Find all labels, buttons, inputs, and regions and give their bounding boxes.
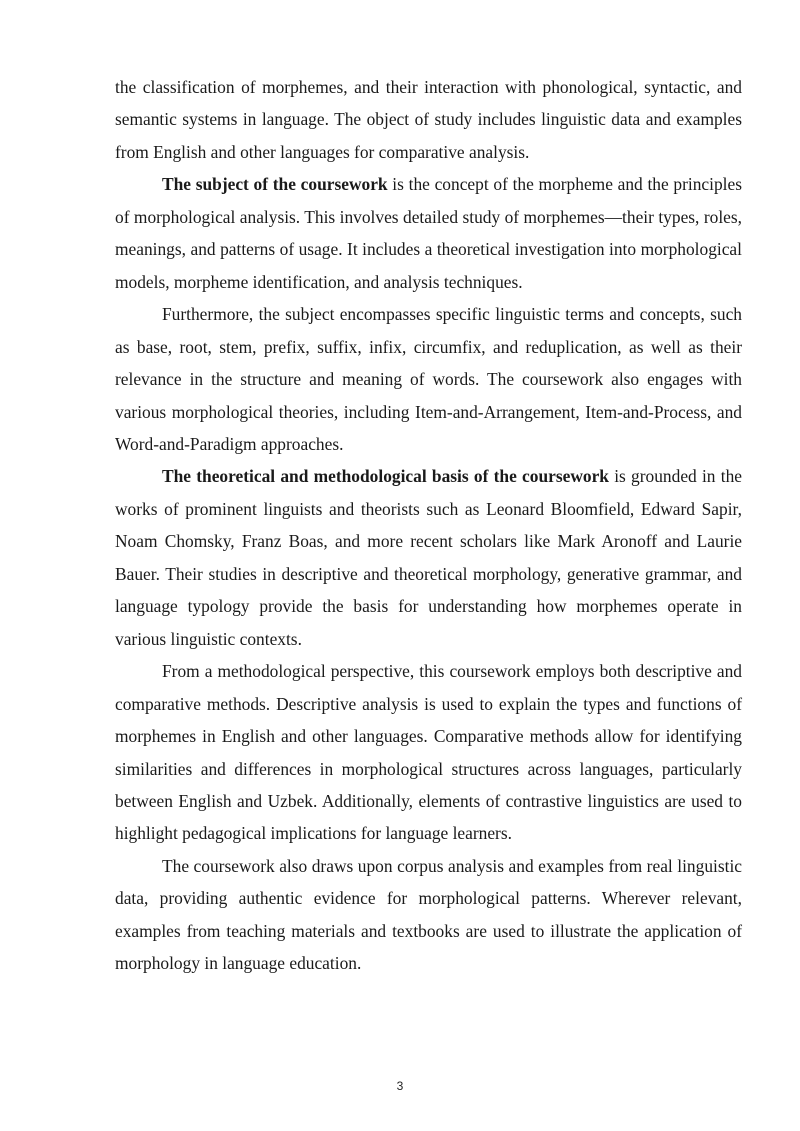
page-number: 3 <box>396 1079 404 1093</box>
paragraph-text: Furthermore, the subject encompasses specific linguistic terms and concepts, such as base, root, stem, prefix, suffix, infix, circumfix, and reduplication, as well as their relevance in the structure and meaning of words. The coursework also engages with various morphological theories, including Item-and-Arrangement, Item-and-Process, and Word-and-Paradigm approaches. <box>115 304 742 454</box>
body-text <box>115 71 742 980</box>
paragraph-lead: The subject of the coursework <box>162 174 388 195</box>
paragraph-lead: The theoretical and methodological basis of the coursework <box>162 466 609 487</box>
paragraph-methods <box>115 655 742 850</box>
paragraph-text: the classification of morphemes, and their interaction with phonological, syntactic, and semantic systems in language. The object of study includes linguistic data and examples from English and other languages for comparative analysis. <box>115 77 742 162</box>
paragraph-text: From a methodological perspective, this coursework employs both descriptive and comparative methods. Descriptive analysis is used to explain the types and functions of morphemes in English and other languages. Comparative methods allow for identifying similarities and differences in morphological structures across languages, particularly between English and Uzbek. Additionally, elements of contrastive linguistics are used to highlight pedagogical implications for language learners. <box>115 661 742 844</box>
paragraph-text: is the concept of the morpheme and the principles of morphological analysis. This involves detailed study of morphemes—their types, roles, meanings, and patterns of usage. It includes a theoretical investigation into morphological models, morpheme identification, and analysis techniques. <box>115 174 742 292</box>
paragraph-corpus <box>115 850 742 980</box>
paragraph-theoretical-basis <box>115 460 742 655</box>
paragraph-text: The coursework also draws upon corpus analysis and examples from real linguistic data, providing authentic evidence for morphological patterns. Wherever relevant, examples from teaching materials and textbooks are used to illustrate the application of morphology in language education. <box>115 855 742 974</box>
paragraph-object-continued <box>115 71 742 168</box>
paragraph-subject <box>115 168 742 298</box>
paragraph-terms <box>115 298 742 460</box>
paragraph-text: is grounded in the works of prominent linguists and theorists such as Leonard Bloomfield, Edward Sapir, Noam Chomsky, Franz Boas, and more recent scholars like Mark Aronoff and Laurie Bauer. Their studies in descriptive and theoretical morphology, generative grammar, and language typology provide the basis for understanding how morphemes operate in various linguistic contexts. <box>115 466 742 649</box>
